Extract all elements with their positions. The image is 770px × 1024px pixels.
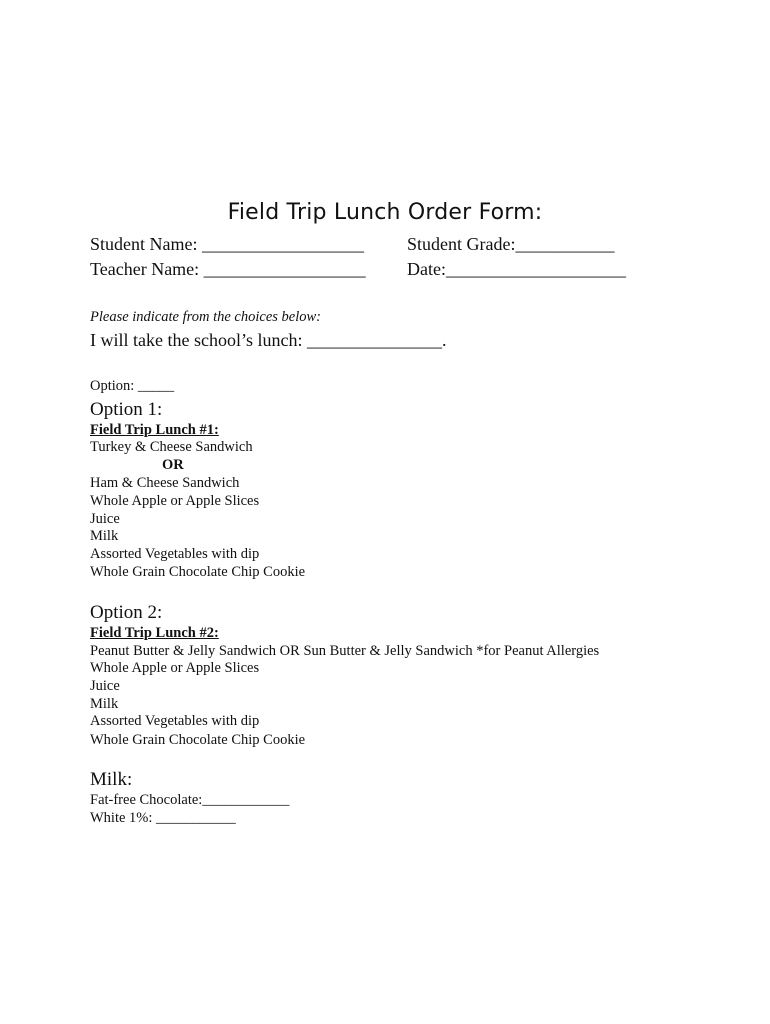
option1-heading: Option 1:	[90, 399, 163, 420]
option1-item-cookie: Whole Grain Chocolate Chip Cookie	[90, 564, 306, 580]
form-title: Field Trip Lunch Order Form:	[227, 200, 543, 225]
option2-heading: Option 2:	[90, 602, 163, 623]
option2-item-apple: Whole Apple or Apple Slices	[90, 660, 260, 676]
date-field[interactable]: Date:____________________	[407, 259, 626, 279]
student-grade-field[interactable]: Student Grade:___________	[407, 234, 615, 254]
option1-or-text: OR	[162, 457, 184, 473]
option2-item-sandwich: Peanut Butter & Jelly Sandwich OR Sun Butter & Jelly Sandwich *for Peanut Allergies	[90, 643, 600, 659]
option1-item-juice: Juice	[90, 511, 120, 527]
option1-item-turkey: Turkey & Cheese Sandwich	[90, 439, 253, 455]
option1-item-milk: Milk	[90, 528, 119, 544]
option2-item-vegetables: Assorted Vegetables with dip	[90, 713, 260, 729]
option1-item-ham: Ham & Cheese Sandwich	[90, 475, 240, 491]
school-lunch-field[interactable]: I will take the school’s lunch: _______________.	[90, 330, 447, 350]
white-milk-field[interactable]: White 1%: ___________	[90, 810, 236, 826]
option2-menu-title: Field Trip Lunch #2:	[90, 625, 219, 641]
option1-menu-title: Field Trip Lunch #1:	[90, 422, 219, 438]
option2-item-milk: Milk	[90, 696, 119, 712]
instructions-text: Please indicate from the choices below:	[90, 309, 321, 325]
option1-item-apple: Whole Apple or Apple Slices	[90, 493, 260, 509]
option2-item-juice: Juice	[90, 678, 120, 694]
option-choice-field[interactable]: Option: _____	[90, 378, 175, 394]
milk-heading: Milk:	[90, 769, 133, 790]
teacher-name-field[interactable]: Teacher Name: __________________	[90, 259, 366, 279]
option2-item-cookie: Whole Grain Chocolate Chip Cookie	[90, 732, 306, 748]
fat-free-chocolate-field[interactable]: Fat-free Chocolate:____________	[90, 792, 290, 808]
student-name-field[interactable]: Student Name: __________________	[90, 234, 364, 254]
option1-item-vegetables: Assorted Vegetables with dip	[90, 546, 260, 562]
